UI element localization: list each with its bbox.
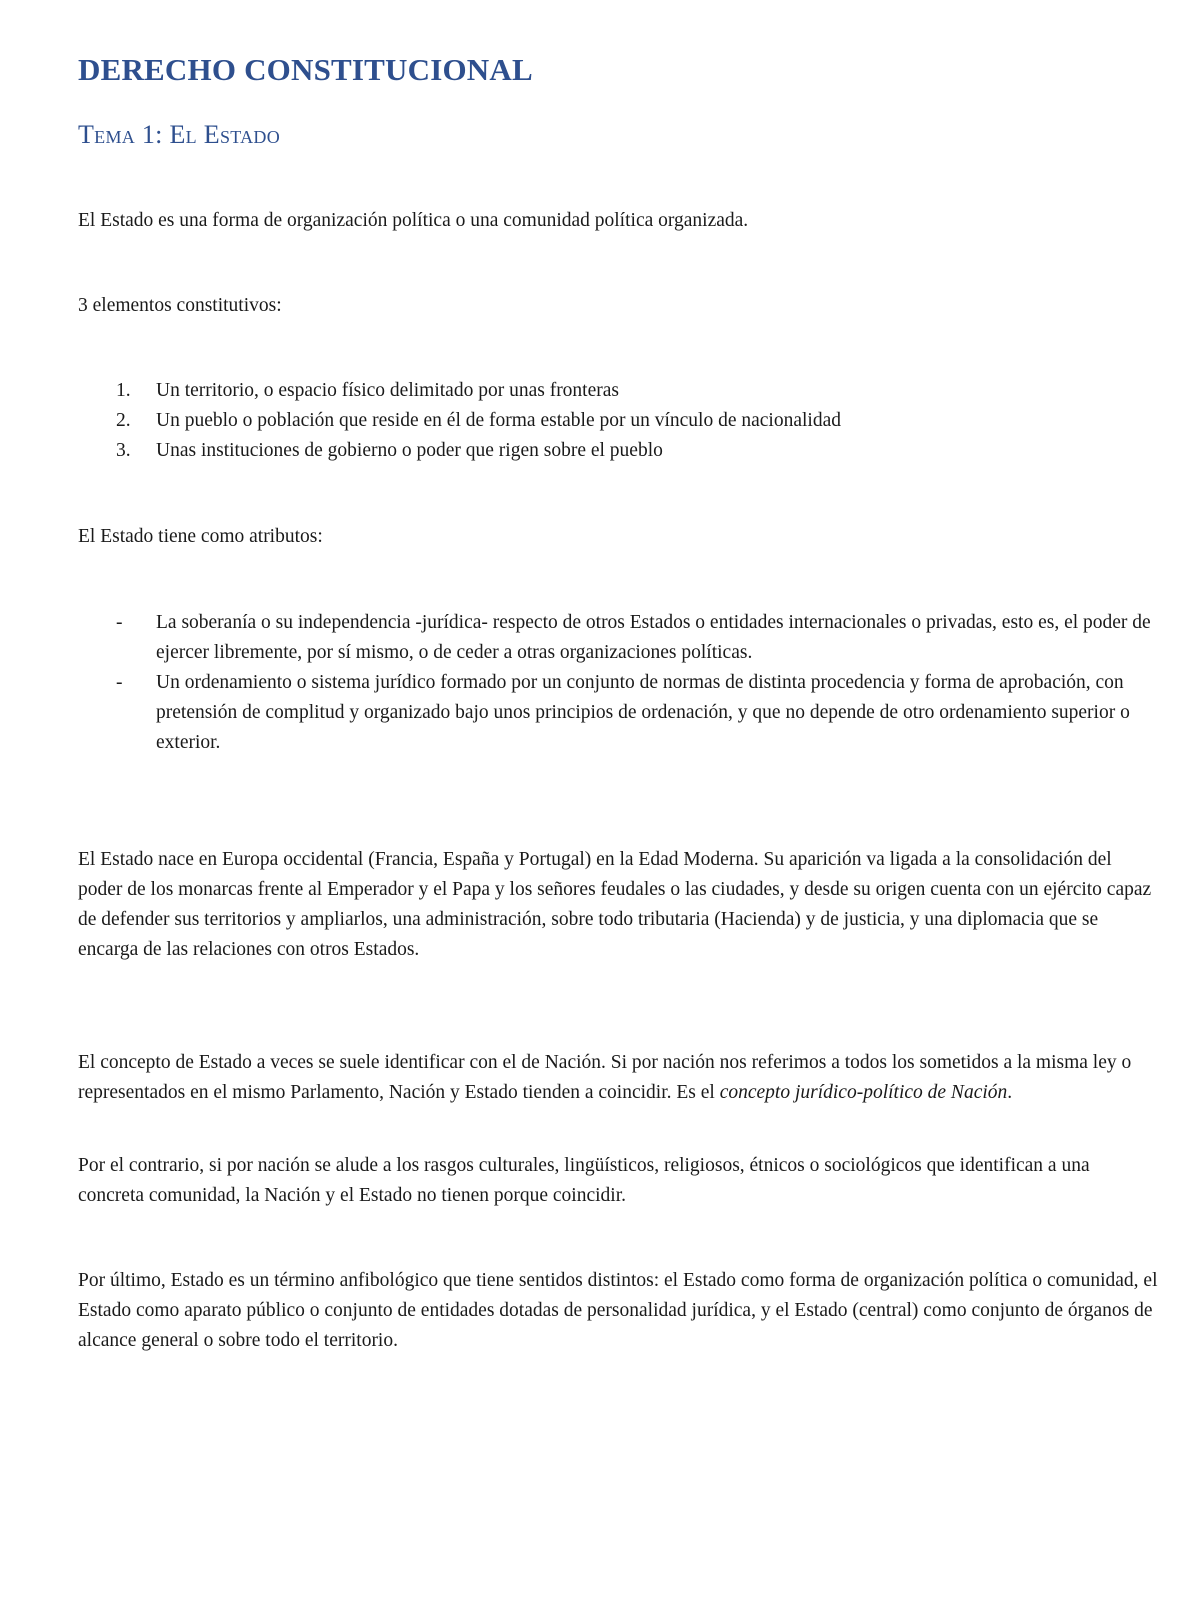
attributes-heading: El Estado tiene como atributos: [78,526,323,547]
intro-paragraph: El Estado es una forma de organización política o una comunidad política organizada. [78,210,749,231]
list-item [78,436,1158,466]
final-paragraph: Por último, Estado es un término anfibológico que tiene sentidos distintos: el Estado como forma de organización política o comunidad, el Estado como aparato público o conjunto de entidades dotadas de personalidad jurídica, y el Estado (central) como conjunto de órganos de alcance general o sobre todo el territorio. [78,1270,1158,1351]
list-item [78,668,1158,758]
list-item [78,608,1158,668]
list-item-text: Un ordenamiento o sistema jurídico formado por un conjunto de normas de distinta procedencia y forma de aprobación, con pretensión de complitud y organizado bajo unos principios de ordenación, y que no depende de otro ordenamiento superior o exterior. [156,672,1130,753]
elements-list [78,376,1158,466]
nation-paragraph-end: . [1007,1082,1013,1103]
list-item-text: La soberanía o su independencia -jurídica- respecto de otros Estados o entidades internacionales o privadas, esto es, el poder de ejercer libremente, por sí mismo, o de ceder a otras organizaciones políticas. [156,612,1151,663]
nation-paragraph-start: El concepto de Estado a veces se suele identificar con el de Nación. Si por nación nos referimos a todos los sometidos a la misma ley o representados en el mismo Parlamento, Nación y Estado tienden a coincidir. Es el [78,1052,1132,1103]
list-marker: - [116,672,123,693]
section-title: Tema 1: El Estado [78,120,281,149]
list-marker: - [116,612,123,633]
list-item [78,376,1158,406]
nation-paragraph [78,1048,1158,1108]
list-item-text: Unas instituciones de gobierno o poder que rigen sobre el pueblo [156,440,663,461]
attributes-list [78,608,1158,758]
list-item [78,406,1158,436]
contrary-paragraph: Por el contrario, si por nación se alude a los rasgos culturales, lingüísticos, religiosos, étnicos o sociológicos que identifican a una concreta comunidad, la Nación y el Estado no tienen porque coincidir. [78,1155,1090,1206]
list-item-text: Un pueblo o población que reside en él de forma estable por un vínculo de nacionalidad [156,410,841,431]
list-marker: 3. [116,440,131,461]
list-marker: 1. [116,380,131,401]
list-marker: 2. [116,410,131,431]
elements-heading: 3 elementos constitutivos: [78,295,282,316]
origin-paragraph: El Estado nace en Europa occidental (Francia, España y Portugal) en la Edad Moderna. Su aparición va ligada a la consolidación del poder de los monarcas frente al Emperador y el Papa y los señores feudales o las ciudades, y desde su origen cuenta con un ejército capaz de defender sus territorios y ampliarlos, una administración, sobre todo tributaria (Hacienda) y de justicia, y una diplomacia que se encarga de las relaciones con otros Estados. [78,849,1152,960]
nation-paragraph-italic: concepto jurídico-político de Nación [719,1082,1008,1103]
list-item-text: Un territorio, o espacio físico delimitado por unas fronteras [156,380,619,401]
document-title: DERECHO CONSTITUCIONAL [78,52,533,87]
